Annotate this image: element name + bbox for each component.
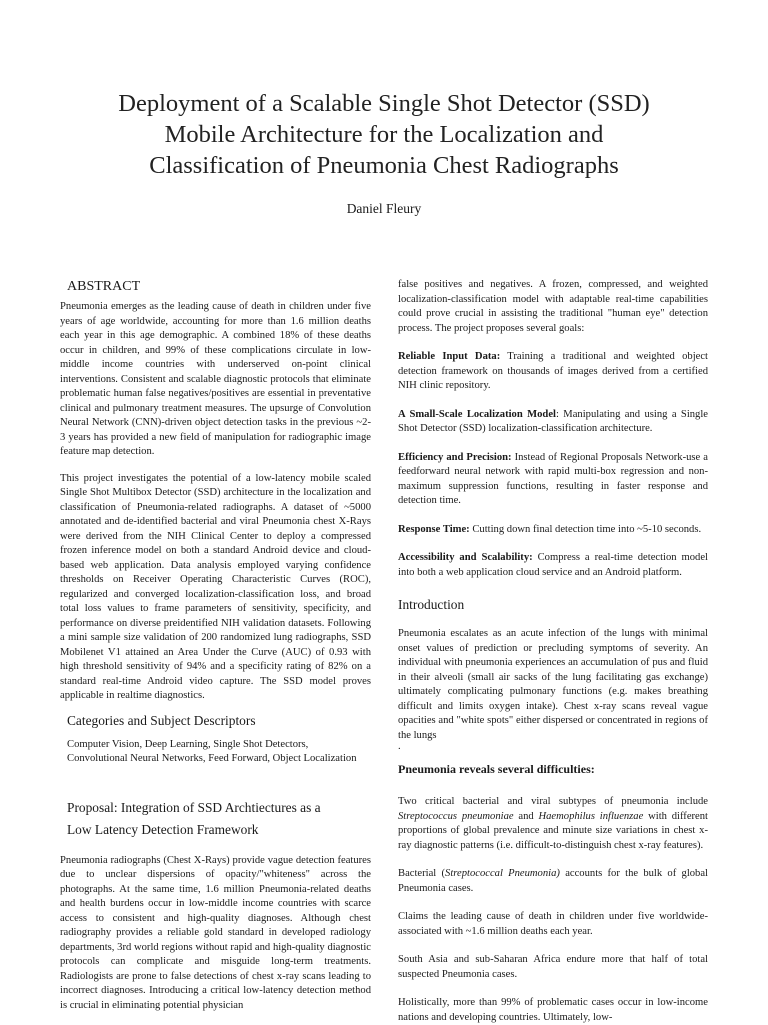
difficulties-text: Bacterial ( <box>398 868 446 879</box>
proposal-heading-line-2: Low Latency Detection Framework <box>67 821 259 837</box>
abstract-paragraph-1: Pneumonia emerges as the leading cause of death in children under five years of age worldwide, accounting for more than 1.6 million deaths each year in this age demographic. A combined 18% of these deaths occur in children, and 99% of these complications circulate in low-middle income countries with underserved on-point clinical interventions. Consistent and scalable diagnostic protocols that eliminate problematic human false negatives/positives are essential in preventative clinical and pulmonary treatment measures. The upsurge of Convolution Neural Network (CNN)-driven object detection tasks in the previous ~2-3 years has provided a new field of manipulation for radiographic image feature map detection. <box>60 301 371 457</box>
difficulties-paragraph-4: South Asia and sub-Saharan Africa endure more that half of total suspected Pneumonia cases. <box>398 954 708 980</box>
streptococcal-pneumonia-italic: Streptococcal Pneumonia) <box>445 868 560 879</box>
abstract-heading: ABSTRACT <box>67 279 141 294</box>
proposal-paragraph: Pneumonia radiographs (Chest X-Rays) provide vague detection features due to unclear dispersions of opacity/"whiteness" across the photographs. At the same time, 1.6 million Pneumonia-related deaths and health burdens occur in low-middle income countries with scarce access to consistent and high-quality diagnoses. Although chest radiography provides a reliable gold standard in developed radiology departments, 3rd world regions without rapid and high-quality diagnostic protocols can complicate and misguide long-term treatments. Radiologists are prone to false detections of chest x-ray scans leading to incorrect diagnoses. Introducing a critical low-latency detection method is crucial in eliminating potential physician <box>60 854 371 1011</box>
abstract-paragraph-2: This project investigates the potential of a low-latency mobile scaled Single Shot Multibox Detector (SSD) architecture in the localization and classification of Pneumonia-related radiographs. A dataset of ~5000 annotated and de-identified bacterial and viral Pneumonia chest X-Rays were derived from the NIH Clinical Center to deploy a compressed frozen inference model on both a standard Android device and cloud-based web application. Data analysis employed varying confidence thresholds on Receiver Operating Characteristic Curves (ROC), regularized and converged localization-classification loss, and broad total loss values to frame parameters of sensitivity, specificity, and performance on diverse preidentified NIH validation datasets. Following a mini sample size validation of 200 randomized lung radiographs, SSD Mobilenet V1 attained an Area Under the Curve (AUC) of 0.93 with high threshold sensitivity of 94% and a specificity rating of 82% on a standard real-time Android video capture. The SSD model proves applicable in realtime diagnostics. <box>60 472 371 701</box>
difficulties-heading: Pneumonia reveals several difficulties: <box>398 762 595 776</box>
proposal-paragraph-continued: false positives and negatives. A frozen, compressed, and weighted localization-classification model with adaptable real-time capabilities could prove crucial in assisting the traditional "human eye" detection process. The project proposes several goals: <box>398 279 708 334</box>
categories-text: Computer Vision, Deep Learning, Single Shot Detectors, Convolutional Neural Networks, Feed Forward, Object Localization <box>67 738 357 764</box>
introduction-heading: Introduction <box>398 597 465 612</box>
goal-label: Response Time: <box>398 523 470 535</box>
goal-text: Instead of Regional Proposals Network-use a feedforward neural network with rapid multi-box regression and non-maximum suppression functions, resulting in faster response and detection time. <box>398 451 708 506</box>
goal-text: : Manipulating and using a Single Shot Detector (SSD) localization-classification architecture. <box>398 408 709 434</box>
difficulties-text: with different proportions of global prevalence and minute size variations in chest x-ray diagnostic patterns (i.e. difficult-to-distinguish chest x-ray features). <box>398 810 708 851</box>
difficulties-paragraph-3: Claims the leading cause of death in children under five worldwide- associated with ~1.6 million deaths each year. <box>398 911 708 937</box>
proposal-heading <box>67 797 371 841</box>
goal-item <box>398 350 708 394</box>
difficulties-text: Two critical bacterial and viral subtypes of pneumonia include <box>398 796 708 807</box>
goal-label: Efficiency and Precision: <box>398 451 512 463</box>
author-name: Daniel Fleury <box>346 201 422 216</box>
difficulties-paragraph-5: Holistically, more than 99% of problematic cases occur in low-income nations and developing countries. Ultimately, low- <box>398 997 708 1023</box>
goal-item <box>398 551 708 580</box>
right-column <box>398 278 708 1025</box>
goal-label: Accessibility and Scalability: <box>398 552 533 563</box>
goal-item <box>398 451 708 509</box>
difficulties-paragraph-2 <box>398 867 708 896</box>
difficulties-paragraph-1 <box>398 795 708 853</box>
goal-item <box>398 408 708 437</box>
goal-text: Training a traditional and weighted object detection framework on thousands of images derived from a certified NIH clinic repository. <box>398 351 708 391</box>
introduction-paragraph: Pneumonia escalates as an acute infection of the lungs with minimal onset values of prediction or precluding symptoms of severity. An individual with pneumonia experiences an accumulation of pus and fluid in their alveoli (small air sacks of the lung facilitating gas exchange) ultimately complicating pulmonary functions (e.g. makes breathing difficult and limits oxygen intake). Chest x-ray scans reveal vague opacities and "white spots" either dispersed or concentrated in regions of the lungs <box>398 628 708 741</box>
categories-heading: Categories and Subject Descriptors <box>67 712 256 728</box>
species-streptococcus: Streptococcus pneumoniae <box>398 810 514 822</box>
left-column <box>60 278 371 1013</box>
goal-item <box>398 523 708 538</box>
paper-title <box>60 88 708 181</box>
difficulties-text: accounts for the bulk of global Pneumonia cases. <box>398 868 709 894</box>
species-haemophilus: Haemophilus influenzae <box>538 810 644 822</box>
proposal-heading-line-1: Proposal: Integration of SSD Archtiectures as a <box>67 799 321 815</box>
goal-text: Compress a real-time detection model into both a web application cloud service and an Android platform. <box>398 552 709 578</box>
goal-text: Cutting down final detection time into ~5-10 seconds. <box>469 523 702 535</box>
introduction-paragraph-tail: . <box>398 741 401 752</box>
title-line-2: Mobile Architecture for the Localization and <box>164 121 604 148</box>
title-line-1: Deployment of a Scalable Single Shot Detector (SSD) <box>118 90 650 117</box>
title-line-3: Classification of Pneumonia Chest Radiographs <box>149 152 619 179</box>
goal-label: Reliable Input Data: <box>398 351 501 362</box>
goal-label: A Small-Scale Localization Model <box>398 408 556 420</box>
difficulties-text: and <box>513 810 539 822</box>
